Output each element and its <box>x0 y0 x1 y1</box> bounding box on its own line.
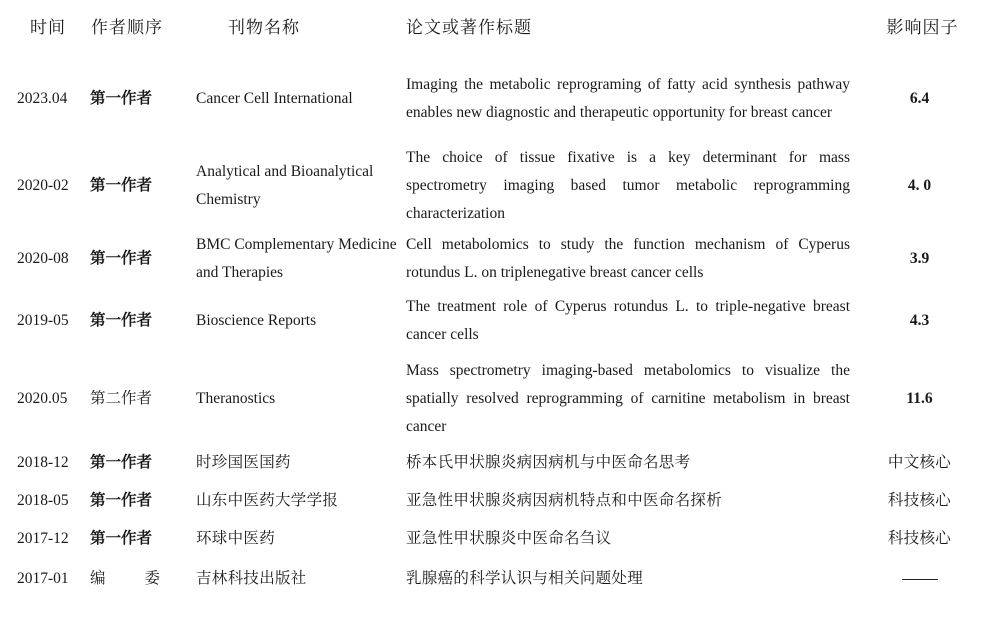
row-time: 2023.04 <box>17 90 68 107</box>
row-author-order: 第二作者 <box>90 390 153 407</box>
row-title: 桥本氏甲状腺炎病因病机与中医命名思考 <box>406 454 691 471</box>
row-author-order: 第一作者 <box>90 90 153 107</box>
row-time: 2020.05 <box>17 390 68 407</box>
row-title: 亚急性甲状腺炎病因病机特点和中医命名探析 <box>406 492 723 509</box>
row-time: 2017-01 <box>17 570 69 587</box>
row-title: Mass spectrometry imaging-based metabolomics to visualize the spatially resolved reprogramming of carnitine metabolism in breast cancer <box>406 362 850 435</box>
row-impact-factor: 11.6 <box>906 390 933 407</box>
row-title: 乳腺癌的科学认识与相关问题处理 <box>406 570 644 587</box>
row-author-order: 第一作者 <box>90 250 153 267</box>
table-row <box>0 230 989 288</box>
row-author-order: 第一作者 <box>90 454 153 471</box>
row-impact-factor: 6.4 <box>909 90 930 107</box>
row-journal: BMC Complementary Medicine and Therapies <box>196 236 397 281</box>
row-journal: Theranostics <box>196 390 276 407</box>
table-header-row <box>0 0 989 56</box>
row-journal: Cancer Cell International <box>196 90 353 107</box>
header-journal-name: 刊物名称 <box>228 18 300 37</box>
row-journal: 吉林科技出版社 <box>196 570 307 587</box>
table-row <box>0 288 989 354</box>
row-time: 2020-02 <box>17 177 69 194</box>
row-time: 2018-05 <box>17 492 69 509</box>
row-time: 2019-05 <box>17 312 69 329</box>
row-author-order: 第一作者 <box>90 492 153 509</box>
row-time: 2020-08 <box>17 250 69 267</box>
row-journal: Bioscience Reports <box>196 312 317 329</box>
table-row <box>0 520 989 558</box>
row-impact-factor: 科技核心 <box>887 530 952 547</box>
row-impact-factor: 科技核心 <box>887 492 952 509</box>
table-row <box>0 142 989 230</box>
row-impact-factor: 中文核心 <box>887 454 952 471</box>
header-impact-factor: 影响因子 <box>886 18 959 37</box>
row-title: 亚急性甲状腺炎中医命名刍议 <box>406 530 612 547</box>
table-row <box>0 558 989 600</box>
row-author-order-char: 编 <box>90 570 106 587</box>
table-row <box>0 482 989 520</box>
row-title: Imaging the metabolic reprograming of fatty acid synthesis pathway enables new diagnostic and therapeutic opportunity for breast cancer <box>406 76 850 121</box>
header-time: 时间 <box>30 18 66 37</box>
table-row <box>0 354 989 444</box>
row-author-order: 第一作者 <box>90 530 153 547</box>
header-paper-title: 论文或著作标题 <box>406 18 532 37</box>
dash-line <box>902 579 938 580</box>
row-author-order <box>88 565 196 593</box>
row-impact-factor: 4.3 <box>909 312 930 329</box>
row-impact-factor: 3.9 <box>909 250 930 267</box>
row-impact-factor <box>850 565 989 593</box>
row-time: 2017-12 <box>17 530 69 547</box>
table-row <box>0 56 989 142</box>
table-row <box>0 444 989 482</box>
row-author-order: 第一作者 <box>90 312 153 329</box>
row-title: The choice of tissue fixative is a key determinant for mass spectrometry imaging based tumor metabolic reprogramming characterization <box>406 149 850 222</box>
row-author-order-char: 委 <box>144 570 160 587</box>
row-title: The treatment role of Cyperus rotundus L. to triple-negative breast cancer cells <box>406 298 850 343</box>
row-time: 2018-12 <box>17 454 69 471</box>
row-journal: Analytical and Bioanalytical Chemistry <box>196 163 374 208</box>
header-author-order: 作者顺序 <box>91 18 163 37</box>
row-impact-factor: 4. 0 <box>907 177 932 194</box>
row-journal: 环球中医药 <box>196 530 276 547</box>
row-author-order: 第一作者 <box>90 177 153 194</box>
row-journal: 时珍国医国药 <box>196 454 291 471</box>
row-journal: 山东中医药大学学报 <box>196 492 339 509</box>
row-title: Cell metabolomics to study the function mechanism of Cyperus rotundus L. on triplenegative breast cancer cells <box>406 236 850 281</box>
